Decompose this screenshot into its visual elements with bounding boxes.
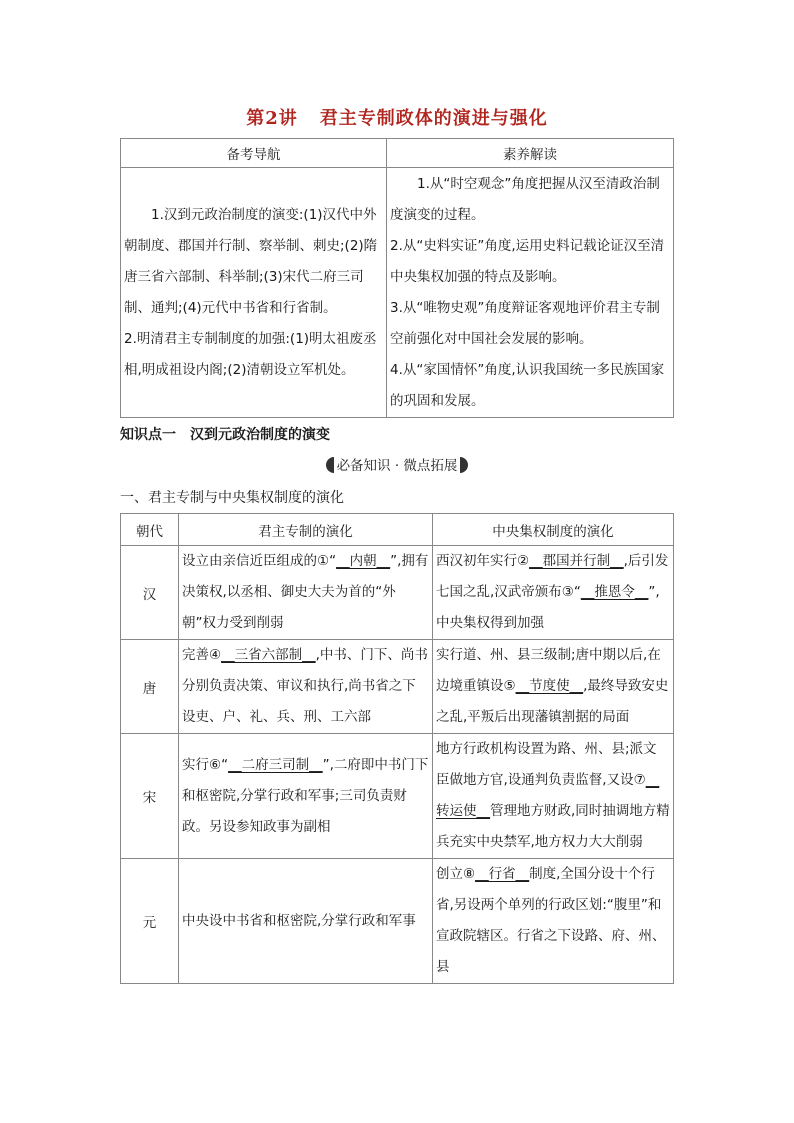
guide-right-paragraph: 1.从“时空观念”角度把握从汉至清政治制度演变的过程。 [390,175,660,223]
table-row [121,546,674,640]
cell-text: 管理地方财政,同时抽调地方精兵充实中央禁军,地方权力大大削弱 [436,803,670,850]
cell-text: 完善④ [182,647,222,663]
guide-right-paragraph: 2.从“史料实证”角度,运用史料记载论证汉至清中央集权加强的特点及影响。 [390,237,665,285]
answer-blank: __二府三司制__ [228,756,323,773]
centralization-cell [433,640,674,734]
section-heading [120,424,330,444]
table-row [121,734,674,859]
answer-blank: __内朝__ [336,553,391,569]
cell-text: ”,中央集权得到加强 [436,584,660,631]
guide-right-cell [387,168,674,418]
cell-text: 创立⑧ [436,866,476,882]
guide-left-paragraph: 2.明清君主专制制度的加强:(1)明太祖废丞相,明成祖设内阁;(2)清朝设立军机处。 [124,330,377,378]
banner-cap-left-icon [326,457,334,473]
guide-right-paragraph: 4.从“家国情怀”角度,认识我国统一多民族国家的巩固和发展。 [390,361,665,409]
table-row [121,640,674,734]
answer-blank: __节度使__ [515,678,584,694]
banner-text: 必备知识 · 微点拓展 [336,458,458,474]
dynasty-cell: 元 [121,859,179,984]
cell-text: 地方行政机构设置为路、州、县;派文臣做地方官,设通判负责监督,又设⑦ [436,741,657,788]
answer-blank: __转运使__ [436,772,660,819]
subheading: 一、君主专制与中央集权制度的演化 [120,490,344,506]
cell-text: ”,二府即中书门下和枢密院,分掌行政和军事;三司负责财政。另设参知政事为副相 [182,756,429,835]
lecture-number: 第2讲 [246,108,298,129]
guide-right-paragraph: 3.从“唯物史观”角度辩证客观地评价君主专制空前强化对中国社会发展的影响。 [390,299,660,347]
table-row [121,859,674,984]
lecture-title: 君主专制政体的演进与强化 [319,108,548,129]
guide-left-paragraph: 1.汉到元政治制度的演变:(1)汉代中外朝制度、郡国并行制、察举制、刺史;(2)隋唐三省六部制、科举制;(3)宋代二府三司制、通判;(4)元代中书省和行省制。 [124,206,378,316]
centralization-cell [433,546,674,640]
column-header: 中央集权制度的演化 [433,514,674,546]
dynasty-cell: 宋 [121,734,179,859]
section-title: 汉到元政治制度的演变 [190,427,330,443]
banner-cap-right-icon [460,457,468,473]
cell-text: 设立由亲信近臣组成的①“ [182,553,337,569]
guide-header-left: 备考导航 [121,139,387,168]
cell-text: ”,拥有决策权,以丞相、御史大夫为首的“外朝”权力受到削弱 [182,553,429,631]
cell-text: 制度,全国分设十个行省,另设两个单列的行政区划:“腹里”和宣政院辖区。行省之下设路、府、州、县 [436,866,666,975]
evolution-table [120,513,674,984]
section-label: 知识点一 [120,427,176,443]
answer-blank: __郡国并行制__ [529,553,624,569]
monarchy-cell [179,859,433,984]
centralization-cell [433,734,674,859]
cell-text: ,后引发七国之乱,汉武帝颁布③“ [436,553,669,600]
monarchy-cell [179,734,433,859]
dynasty-cell: 唐 [121,640,179,734]
centralization-cell [433,859,674,984]
page-title [0,104,794,130]
answer-blank: __行省__ [475,866,530,882]
banner [0,454,794,474]
answer-blank: __推恩令__ [580,584,649,600]
column-header: 朝代 [121,514,179,546]
monarchy-cell [179,640,433,734]
guide-table [120,138,674,418]
column-header: 君主专制的演化 [179,514,433,546]
cell-text: ,最终导致安史之乱,平叛后出现藩镇割据的局面 [436,678,669,725]
cell-text: ,中书、门下、尚书分别负责决策、审议和执行,尚书省之下设吏、户、礼、兵、刑、工六部 [182,647,428,725]
cell-text: 西汉初年实行② [436,553,530,569]
answer-blank: __三省六部制__ [221,647,316,663]
cell-text: 实行道、州、县三级制;唐中期以后,在边境重镇设⑤ [436,647,661,694]
cell-text: 中央设中书省和枢密院,分掌行政和军事 [182,912,416,929]
cell-text: 实行⑥“ [182,756,229,773]
monarchy-cell [179,546,433,640]
guide-left-cell [121,168,387,418]
dynasty-cell: 汉 [121,546,179,640]
guide-header-right: 素养解读 [387,139,674,168]
